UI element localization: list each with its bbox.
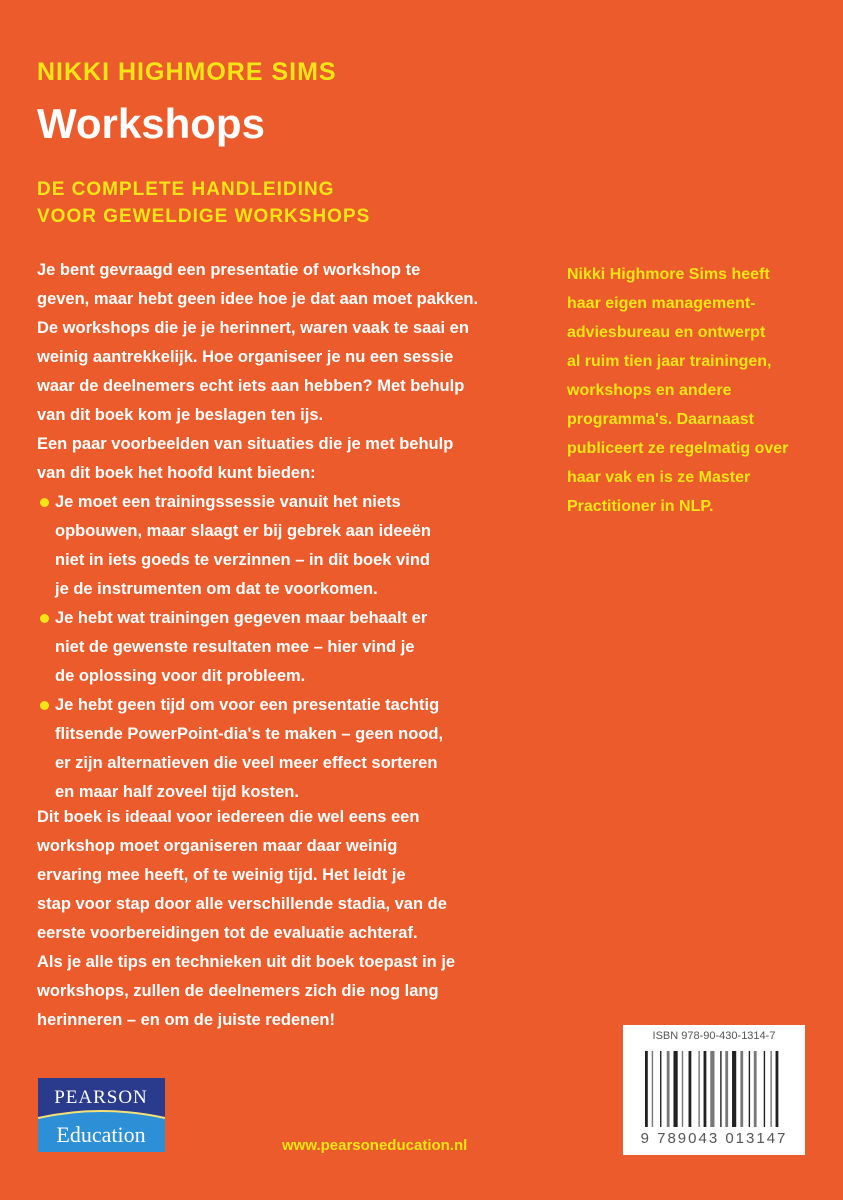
text-line: Je moet een trainingssessie vanuit het niets — [55, 493, 401, 511]
text-line: flitsende PowerPoint-dia's te maken – geen nood, — [55, 725, 444, 743]
text-line: waar de deelnemers echt iets aan hebben? Met behulp — [37, 377, 465, 395]
examples-intro — [37, 430, 517, 488]
barcode-bar — [776, 1051, 779, 1127]
barcode-bar — [764, 1051, 765, 1127]
subtitle-line: DE COMPLETE HANDLEIDING — [37, 179, 335, 200]
bullet-list — [37, 488, 517, 807]
text-line: van dit boek kom je beslagen ten ijs. — [37, 406, 324, 424]
bullet-item — [37, 691, 517, 807]
text-line: haar eigen management- — [567, 295, 756, 312]
barcode-bar — [704, 1051, 707, 1127]
author-bio — [567, 260, 788, 521]
barcode-bar — [732, 1051, 736, 1127]
text-line: adviesbureau en ontwerpt — [567, 324, 766, 341]
text-line: van dit boek het hoofd kunt bieden: — [37, 464, 316, 482]
text-line: ervaring mee heeft, of te weinig tijd. Het leidt je — [37, 866, 406, 884]
text-line: de oplossing voor dit probleem. — [55, 667, 306, 685]
barcode-bar — [682, 1051, 683, 1127]
text-line: opbouwen, maar slaagt er bij gebrek aan ideeën — [55, 522, 431, 540]
text-line: Als je alle tips en technieken uit dit boek toepast in je — [37, 953, 456, 971]
logo-text-pearson: PEARSON — [54, 1087, 148, 1108]
barcode-bar — [770, 1051, 771, 1127]
text-line: Nikki Highmore Sims heeft — [567, 266, 770, 283]
barcode-bar — [754, 1051, 757, 1127]
intro-paragraph — [37, 256, 517, 430]
text-line: stap voor stap door alle verschillende stadia, van de — [37, 895, 447, 913]
bullet-dot-icon — [40, 614, 49, 623]
text-line: Een paar voorbeelden van situaties die je met behulp — [37, 435, 454, 453]
barcode-bar — [749, 1051, 750, 1127]
bullet-dot-icon — [40, 498, 49, 507]
barcode-bar — [720, 1051, 721, 1127]
barcode-bar — [645, 1051, 648, 1127]
text-line: weinig aantrekkelijk. Hoe organiseer je nu een sessie — [37, 348, 454, 366]
text-line: workshop moet organiseren maar daar weinig — [37, 837, 398, 855]
barcode-bar — [673, 1051, 677, 1127]
text-line: niet in iets goeds te verzinnen – in dit boek vind — [55, 551, 430, 569]
bullet-item — [37, 488, 517, 604]
book-title: Workshops — [37, 100, 265, 147]
pearson-education-logo — [38, 1078, 165, 1152]
barcode-bar — [689, 1051, 692, 1127]
ean-number: 9 789043 013147 — [640, 1130, 788, 1147]
text-line: publiceert ze regelmatig over — [567, 440, 789, 457]
subtitle — [37, 176, 370, 230]
text-line: niet de gewenste resultaten mee – hier vind je — [55, 638, 415, 656]
isbn-number: ISBN 978-90-430-1314-7 — [652, 1030, 776, 1042]
bullet-item — [37, 604, 517, 691]
logo-text-education: Education — [56, 1122, 146, 1147]
text-line: al ruim tien jaar trainingen, — [567, 353, 772, 370]
barcode-bar — [740, 1051, 743, 1127]
publisher-url[interactable]: www.pearsoneducation.nl — [282, 1137, 468, 1154]
barcode-bar — [698, 1051, 699, 1127]
text-line: workshops en andere — [567, 382, 732, 399]
subtitle-line: VOOR GEWELDIGE WORKSHOPS — [37, 206, 371, 227]
text-line: Je hebt wat trainingen gegeven maar behaalt er — [55, 609, 428, 627]
barcode-bar — [652, 1051, 653, 1127]
text-line: Je hebt geen tijd om voor een presentatie tachtig — [55, 696, 440, 714]
text-line: workshops, zullen de deelnemers zich die nog lang — [37, 982, 439, 1000]
isbn-barcode — [623, 1025, 805, 1155]
text-line: De workshops die je je herinnert, waren vaak te saai en — [37, 319, 469, 337]
text-line: haar vak en is ze Master — [567, 469, 751, 486]
bullet-dot-icon — [40, 701, 49, 710]
text-line: er zijn alternatieven die veel meer effect sorteren — [55, 754, 438, 772]
barcode-bar — [725, 1051, 728, 1127]
barcode-bar — [667, 1051, 670, 1127]
text-line: en maar half zoveel tijd kosten. — [55, 783, 299, 801]
text-line: Practitioner in NLP. — [567, 498, 714, 515]
text-line: Dit boek is ideaal voor iedereen die wel eens een — [37, 808, 420, 826]
barcode-bars — [645, 1051, 785, 1127]
text-line: eerste voorbereidingen tot de evaluatie achteraf. — [37, 924, 418, 942]
barcode-bar — [660, 1051, 661, 1127]
text-line: je de instrumenten om dat te voorkomen. — [55, 580, 378, 598]
closing-paragraph — [37, 803, 517, 1035]
text-line: Je bent gevraagd een presentatie of workshop te — [37, 261, 421, 279]
author-name: NIKKI HIGHMORE SIMS — [37, 58, 337, 86]
barcode-bar — [710, 1051, 714, 1127]
text-line: geven, maar hebt geen idee hoe je dat aan moet pakken. — [37, 290, 479, 308]
text-line: programma's. Daarnaast — [567, 411, 754, 428]
text-line: herinneren – en om de juiste redenen! — [37, 1011, 335, 1029]
